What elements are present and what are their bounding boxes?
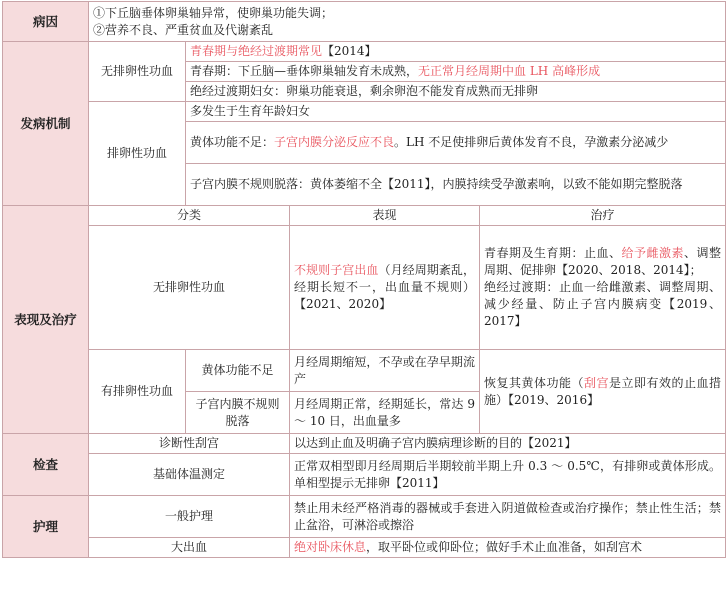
ov-mech-secretion: 子宫内膜分泌反应不良 bbox=[274, 135, 395, 149]
anov-mech-lh: 无正常月经周期中血 LH 高峰形成 bbox=[418, 64, 601, 78]
care-r2-rest: ，取平卧位或仰卧位；做好手术止血准备，如刮宫术 bbox=[366, 540, 643, 554]
cause-line-2: ②营养不良、严重贫血及代谢紊乱 bbox=[93, 22, 274, 37]
ov-treat-b: 是立即有效的止血措施）【2019、2016】 bbox=[484, 375, 721, 407]
anov-treat-puberty bbox=[484, 245, 721, 279]
causes-content bbox=[89, 2, 726, 42]
exam-r1-name: 诊断性刮宫 bbox=[89, 434, 290, 454]
causes-label: 病因 bbox=[3, 2, 89, 42]
ov-sub1-label: 黄体功能不足 bbox=[186, 350, 290, 392]
care-r2-name: 大出血 bbox=[89, 538, 290, 558]
ov-mech-lh: 。LH 不足使排卵后黄体发育不良，孕激素分泌减少 bbox=[394, 135, 669, 149]
care-bedrest: 绝对卧床休息 bbox=[294, 540, 367, 554]
cause-line-1: ①下丘脑垂体卵巢轴异常，使卵巢功能失调； bbox=[93, 5, 334, 20]
anov-manifest-bleeding: 不规则子宫出血 bbox=[294, 263, 379, 277]
anov-manifest-detail: （月经周期紊乱，经期长短不一，出血量不规则）【2021、2020】 bbox=[294, 263, 475, 311]
anovulatory-mech-label: 无排卵性功血 bbox=[89, 42, 186, 102]
exam-r1-desc: 以达到止血及明确子宫内膜病理诊断的目的【2021】 bbox=[290, 434, 726, 454]
ov-treatment bbox=[480, 350, 726, 434]
anov-mech-puberty: 青春期：下丘脑—垂体卵巢轴发育未成熟， bbox=[190, 64, 419, 78]
ov-mech-row-3: 子宫内膜不规则脱落：黄体萎缩不全【2011】，内膜持续受孕激素响，以致不能如期完整脱落 bbox=[186, 164, 726, 206]
anov-mech-common: 青春期与绝经过渡期常见 bbox=[190, 44, 323, 58]
ov-mech-row-1: 多发生于生育年龄妇女 bbox=[186, 102, 726, 122]
care-r2-desc bbox=[290, 538, 726, 558]
anov-pres-label: 无排卵性功血 bbox=[89, 226, 290, 350]
anov-treat-puberty-b: 、调整周期、促排卵【2020、2018、2014】； bbox=[484, 246, 721, 277]
ovulatory-mech-label: 排卵性功血 bbox=[89, 102, 186, 206]
ov-pres-label: 有排卵性功血 bbox=[89, 350, 186, 434]
header-manifest: 表现 bbox=[290, 206, 480, 226]
anov-treat-puberty-a: 青春期及生育期：止血、 bbox=[484, 246, 622, 260]
info-table bbox=[2, 1, 726, 558]
care-r1-desc: 禁止用未经严格消毒的器械或手套进入阴道做检查或治疗操作；禁止性生活；禁止盆浴，可淋浴或擦浴 bbox=[290, 496, 726, 538]
anov-mech-row-1 bbox=[186, 42, 726, 62]
ov-treat-a: 恢复其黄体功能（ bbox=[484, 375, 584, 390]
ov-mech-luteal: 黄体功能不足： bbox=[190, 135, 275, 149]
mechanism-label: 发病机制 bbox=[3, 42, 89, 206]
exam-r2-name: 基础体温测定 bbox=[89, 454, 290, 496]
anov-treat-estrogen: 给予雌激素 bbox=[621, 246, 684, 260]
presentation-label: 表现及治疗 bbox=[3, 206, 89, 434]
ov-sub2-label: 子宫内膜不规则脱落 bbox=[186, 392, 290, 434]
exam-r2-desc: 正常双相型即月经周期后半期较前半期上升 0.3 ～ 0.5℃，有排卵或黄体形成。单相型提示无排卵【2011】 bbox=[290, 454, 726, 496]
care-label: 护理 bbox=[3, 496, 89, 558]
ov-treat-curettage: 刮宫 bbox=[584, 375, 609, 390]
anov-manifest bbox=[290, 226, 480, 350]
header-type: 分类 bbox=[89, 206, 290, 226]
anov-mech-year: 【2014】 bbox=[322, 44, 377, 58]
anov-mech-row-3: 绝经过渡期妇女：卵巢功能衰退，剩余卵泡不能发育成熟而无排卵 bbox=[186, 82, 726, 102]
anov-treat-menopause: 绝经过渡期：止血一给雌激素、调整周期、减少经量、防止子宫内膜病变【2019、2017】 bbox=[484, 280, 722, 328]
ov-sub2-manifest: 月经周期正常，经期延长，常达 9 ～ 10 日，出血量多 bbox=[290, 392, 480, 434]
care-r1-name: 一般护理 bbox=[89, 496, 290, 538]
anov-treatment bbox=[480, 226, 726, 350]
header-treat: 治疗 bbox=[480, 206, 726, 226]
exam-label: 检查 bbox=[3, 434, 89, 496]
anov-mech-row-2 bbox=[186, 62, 726, 82]
ov-sub1-manifest: 月经周期缩短，不孕或在孕早期流产 bbox=[290, 350, 480, 392]
ov-mech-row-2 bbox=[186, 122, 726, 164]
